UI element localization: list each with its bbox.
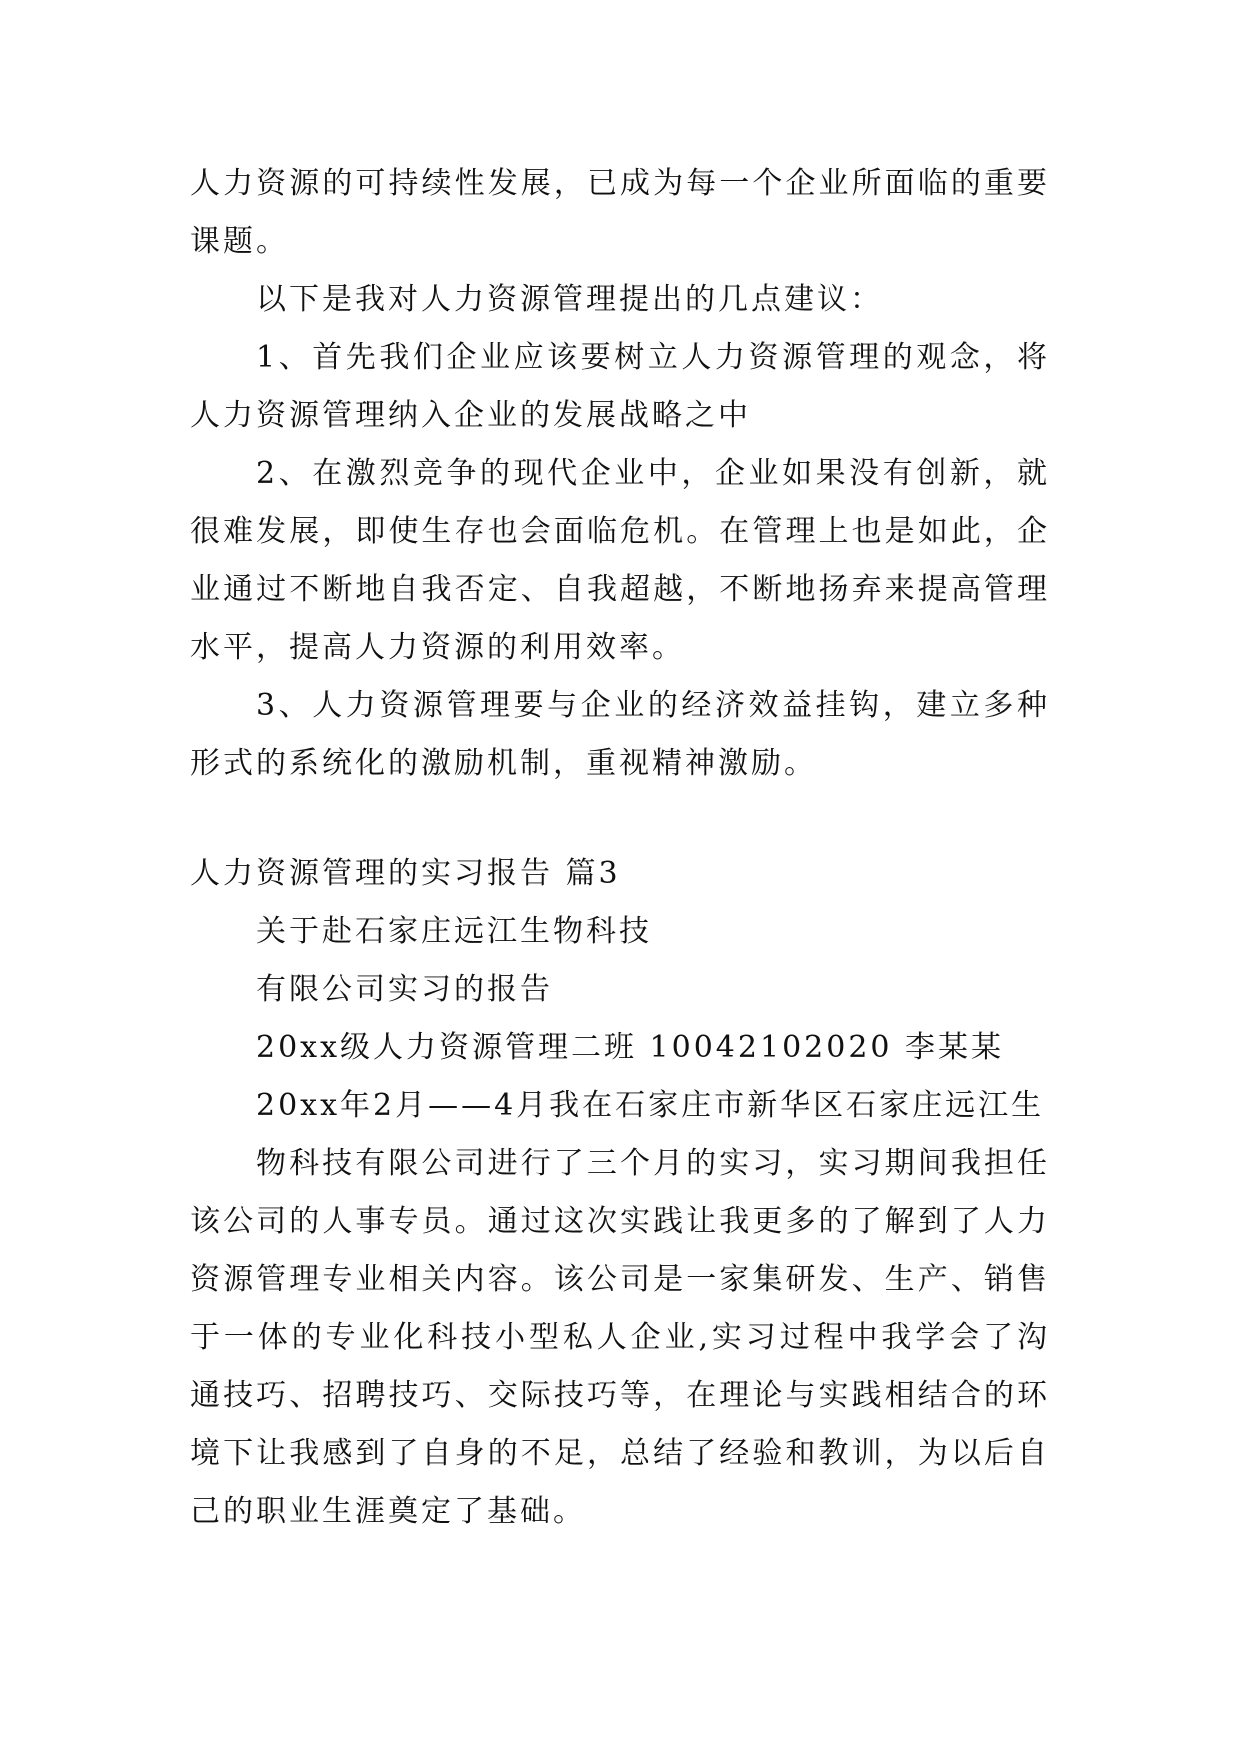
paragraph-suggestion-1: 1、首先我们企业应该要树立人力资源管理的观念，将人力资源管理纳入企业的发展战略之中 <box>190 340 1050 433</box>
paragraph-suggestion-2: 2、在激烈竞争的现代企业中，企业如果没有创新，就很难发展，即使生存也会面临危机。在管理上也是如此，企业通过不断地自我否定、自我超越，不断地扬弃来提高管理水平，提高人力资源的利用效率。 <box>190 456 1050 665</box>
section-heading: 人力资源管理的实习报告 篇3 <box>190 856 621 891</box>
section-spacer <box>190 793 1050 845</box>
paragraph-sustainability: 人力资源的可持续性发展，已成为每一个企业所面临的重要课题。 <box>190 166 1050 259</box>
paragraph-suggestions-intro: 以下是我对人力资源管理提出的几点建议： <box>256 282 883 317</box>
document-body <box>190 155 1050 1541</box>
author-line: 20xx级人力资源管理二班 10042102020 李某某 <box>256 1030 1005 1065</box>
paragraph-suggestion-3: 3、人力资源管理要与企业的经济效益挂钩，建立多种形式的系统化的激励机制，重视精神激励。 <box>190 688 1050 781</box>
report-title-line-1: 关于赴石家庄远江生物科技 <box>256 914 652 949</box>
report-body-paragraph: 物科技有限公司进行了三个月的实习，实习期间我担任该公司的人事专员。通过这次实践让我更多的了解到了人力资源管理专业相关内容。该公司是一家集研发、生产、销售于一体的专业化科技小型私人企业,实习过程中我学会了沟通技巧、招聘技巧、交际技巧等，在理论与实践相结合的环境下让我感到了自身的不足，总结了经验和教训，为以后自己的职业生涯奠定了基础。 <box>190 1146 1050 1529</box>
report-body-first-line: 20xx年2月——4月我在石家庄市新华区石家庄远江生 <box>256 1088 1045 1123</box>
report-title-line-2: 有限公司实习的报告 <box>256 972 553 1007</box>
